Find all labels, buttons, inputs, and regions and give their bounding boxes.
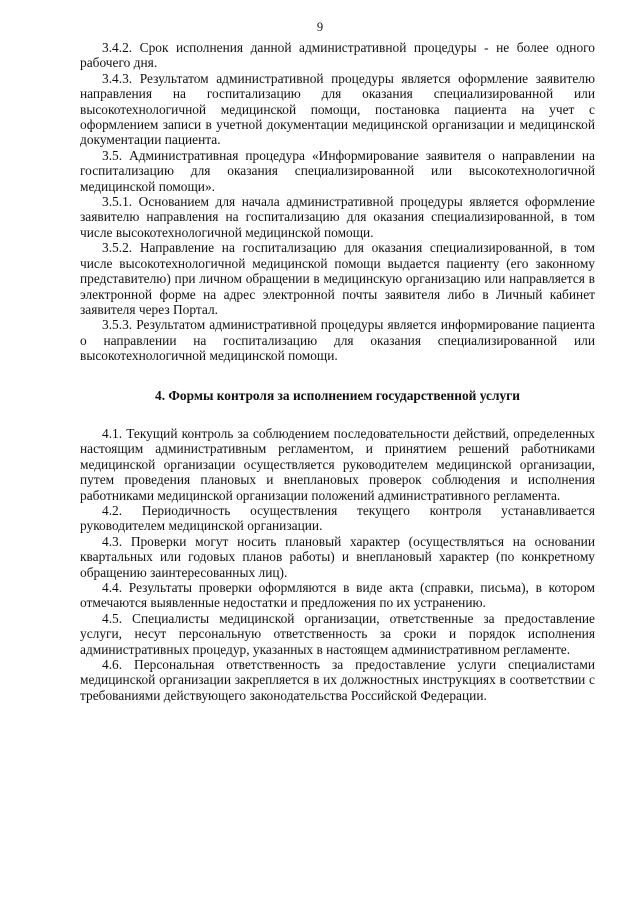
- paragraph-4-5: 4.5. Специалисты медицинской организации, ответственные за предоставление услуги, несут персональную ответственность за сроки и порядок исполнения административных процедур, указанных в настоящем административном регламенте.: [80, 610, 595, 657]
- paragraph-3-5: 3.5. Административная процедура «Информирование заявителя о направлении на госпитализацию для оказания специализированной или высокотехнологичной медицинской помощи».: [80, 147, 595, 194]
- paragraph-3-5-1: 3.5.1. Основанием для начала административной процедуры является оформление заявителю направления на госпитализацию для оказания специализированной, в том числе высокотехнологичной медицинской помощи.: [80, 194, 595, 240]
- paragraph-3-4-3: 3.4.3. Результатом административной процедуры является оформление заявителю направления на госпитализацию для оказания специализированной или высокотехнологичной медицинской помощи, постановка пациента на учет с оформлением записи в учетной документации медицинской организации и медицинской документации пациента.: [80, 70, 595, 148]
- document-body: [80, 40, 595, 703]
- section-4-heading: 4. Формы контроля за исполнением государственной услуги: [155, 387, 520, 403]
- paragraph-4-3: 4.3. Проверки могут носить плановый характер (осуществляться на основании квартальных или годовых планов работы) и внеплановый характер (по конкретному обращению заинтересованных лиц).: [80, 533, 595, 580]
- page-number: 9: [316, 20, 324, 34]
- paragraph-3-5-2: 3.5.2. Направление на госпитализацию для оказания специализированной, в том числе высокотехнологичной медицинской помощи выдается пациенту (его законному представителю) при личном обращении в медицинскую организацию или направляется в электронной форме на адрес электронной почты заявителя либо в Личный кабинет заявителя через Портал.: [80, 240, 595, 317]
- paragraph-3-5-3: 3.5.3. Результатом административной процедуры является информирование пациента о направлении на госпитализацию для оказания специализированной или высокотехнологичной медицинской помощи.: [80, 317, 595, 364]
- paragraph-4-6: 4.6. Персональная ответственность за предоставление услуги специалистами медицинской организации закрепляется в их должностных инструкциях в соответствии с требованиями действующего законодательства Российской Федерации.: [80, 657, 595, 703]
- paragraph-3-4-2: 3.4.2. Срок исполнения данной административной процедуры - не более одного рабочего дня.: [80, 40, 595, 71]
- paragraph-4-2: 4.2. Периодичность осуществления текущего контроля устанавливается руководителем медицинской организации.: [80, 502, 595, 534]
- paragraph-4-1: 4.1. Текущий контроль за соблюдением последовательности действий, определенных настоящим административным регламентом, и принятием решений работниками медицинской организации осуществляется руководителем медицинской организации, путем проведения плановых и внеплановых проверок соблюдения и исполнения работниками медицинской организации положений административного регламента.: [80, 425, 595, 503]
- paragraph-4-4: 4.4. Результаты проверки оформляются в виде акта (справки, письма), в котором отмечаются выявленные недостатки и предложения по их устранению.: [80, 580, 595, 611]
